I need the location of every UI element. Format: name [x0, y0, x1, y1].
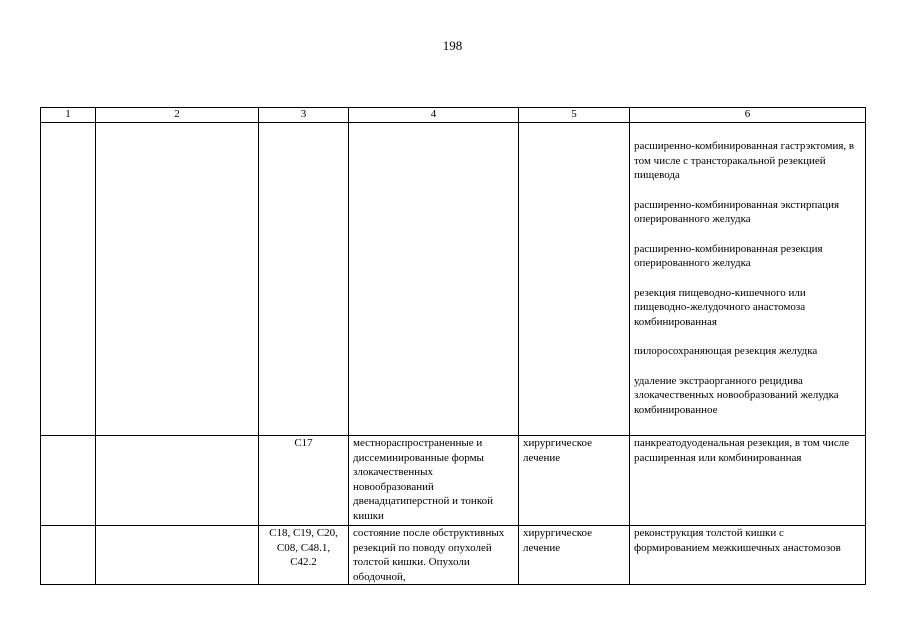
- cell-col1: [41, 526, 96, 585]
- column-header-3: 3: [259, 108, 349, 123]
- cell-procedures: [630, 526, 866, 585]
- procedure-item: расширенно-комбинированная гастрэктомия, в том числе с трансторакальной резекцией пищевода: [634, 140, 855, 181]
- table-row: [41, 436, 866, 526]
- procedure-item: расширенно-комбинированная экстирпация оперированного желудка: [634, 198, 840, 225]
- procedure-item: реконструкция толстой кишки с формированием межкишечных анастомозов: [634, 527, 841, 554]
- cell-col1: [41, 436, 96, 526]
- cell-treatment: хирургическое лечение: [519, 436, 630, 526]
- column-header-1: 1: [41, 108, 96, 123]
- cell-diagnosis-codes: С17: [259, 436, 349, 526]
- cell-col2: [96, 436, 259, 526]
- column-header-5: 5: [519, 108, 630, 123]
- procedure-item: расширенно-комбинированная резекция оперированного желудка: [634, 242, 823, 269]
- cell-diagnosis-codes: С18, С19, С20, С08, С48.1, С42.2: [259, 526, 349, 585]
- cell-description: состояние после обструктивных резекций по поводу опухолей толстой кишки. Опухоли ободочной,: [349, 526, 519, 585]
- cell-col1: [41, 123, 96, 436]
- procedure-item: удаление экстраорганного рецидива злокачественных новообразований желудка комбинированное: [634, 374, 839, 416]
- cell-procedures: [630, 436, 866, 526]
- column-header-2: 2: [96, 108, 259, 123]
- table-row: [41, 123, 866, 436]
- cell-treatment: [519, 123, 630, 436]
- cell-procedures: [630, 123, 866, 436]
- cell-col2: [96, 526, 259, 585]
- table-row: [41, 526, 866, 585]
- cell-diagnosis-codes: [259, 123, 349, 436]
- page-number: 198: [442, 38, 463, 53]
- procedure-item: панкреатодуоденальная резекция, в том числе расширенная или комбинированная: [634, 437, 850, 464]
- procedure-item: резекция пищеводно-кишечного или пищеводно-желудочного анастомоза комбинированная: [634, 286, 806, 328]
- cell-col2: [96, 123, 259, 436]
- medical-procedures-table: [40, 107, 866, 585]
- cell-treatment: хирургическое лечение: [519, 526, 630, 585]
- column-header-6: 6: [630, 108, 866, 123]
- cell-description: [349, 123, 519, 436]
- procedure-item: пилоросохраняющая резекция желудка: [634, 345, 818, 357]
- cell-description: местнораспространенные и диссеминированные формы злокачественных новообразований двенадцатиперстной и тонкой кишки: [349, 436, 519, 526]
- header-row: [41, 108, 866, 123]
- column-header-4: 4: [349, 108, 519, 123]
